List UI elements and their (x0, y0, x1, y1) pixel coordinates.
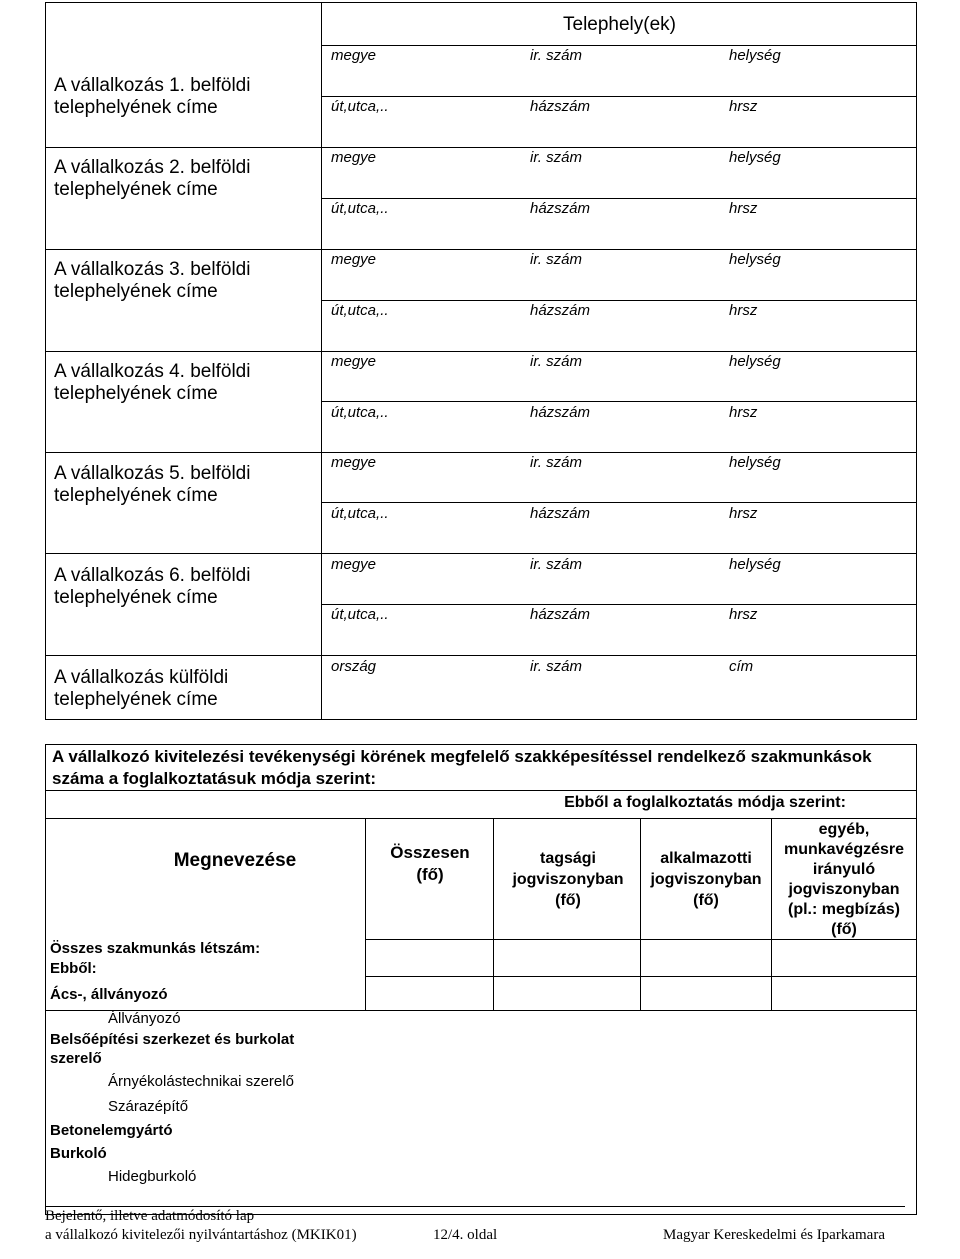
site-table-title: Telephely(ek) (563, 14, 676, 35)
site-row-label: A vállalkozás 4. belföldi telephelyének címe (54, 361, 251, 404)
row-label-acs: Ács-, állványozó (50, 986, 168, 1003)
city-field[interactable]: helység (729, 353, 781, 370)
city-field[interactable]: helység (729, 251, 781, 268)
divider (321, 45, 917, 46)
zip-field[interactable]: ir. szám (530, 658, 582, 675)
col-name-header: Megnevezése (173, 850, 297, 871)
street-field[interactable]: út,utca,.. (331, 505, 389, 522)
divider (321, 401, 917, 402)
parcel-number-field[interactable]: hrsz (729, 404, 758, 421)
row-label-allvanyozo: Állványozó (108, 1010, 181, 1027)
divider (45, 818, 917, 819)
site-row-label: A vállalkozás 1. belföldi telephelyének címe (54, 75, 251, 118)
row-label-belsoepitesi: Belsőépítési szerkezet és burkolat szerelő (50, 1031, 295, 1067)
column-divider (493, 818, 494, 1010)
house-number-field[interactable]: házszám (530, 606, 591, 623)
divider (46, 655, 917, 656)
parcel-number-field[interactable]: hrsz (729, 200, 758, 217)
divider (46, 249, 917, 250)
footer-organization: Magyar Kereskedelmi és Iparkamara (663, 1227, 885, 1243)
workers-section-heading: A vállalkozó kivitelezési tevékenységi körének megfelelő szakképesítéssel rendelkező szakmunkások száma a foglalkoztatásuk módja szerint: (45, 744, 917, 791)
country-field[interactable]: ország (331, 658, 377, 675)
site-table (45, 2, 917, 720)
col-member-header: tagsági jogviszonyban (fő) (512, 850, 624, 909)
site-row-label: A vállalkozás 6. belföldi telephelyének címe (54, 565, 251, 608)
parcel-number-field[interactable]: hrsz (729, 505, 758, 522)
street-field[interactable]: út,utca,.. (331, 606, 389, 623)
city-field[interactable]: helység (729, 454, 781, 471)
row-label-hidegburkolo: Hidegburkoló (108, 1168, 197, 1185)
divider (46, 147, 917, 148)
column-divider (321, 3, 322, 719)
site-row-label: A vállalkozás 5. belföldi telephelyének címe (54, 463, 251, 506)
row-label-arnyekolas: Árnyékolástechnikai szerelő (108, 1073, 294, 1090)
zip-field[interactable]: ir. szám (530, 556, 582, 573)
footer-form-subtitle: a vállalkozó kivitelezői nyilvántartáshoz (MKIK01) (45, 1227, 357, 1243)
row-label-szarazepito: Szárazépítő (108, 1098, 189, 1115)
column-divider (365, 818, 366, 1010)
house-number-field[interactable]: házszám (530, 404, 591, 421)
house-number-field[interactable]: házszám (530, 505, 591, 522)
house-number-field[interactable]: házszám (530, 200, 591, 217)
row-label-burkolo: Burkoló (50, 1145, 107, 1162)
city-field[interactable]: helység (729, 149, 781, 166)
city-field[interactable]: helység (729, 47, 781, 64)
divider (46, 452, 917, 453)
street-field[interactable]: út,utca,.. (331, 404, 389, 421)
col-total-header: Összesen (fő) (390, 843, 470, 884)
zip-field[interactable]: ir. szám (530, 149, 582, 166)
divider (321, 300, 917, 301)
county-field[interactable]: megye (331, 251, 377, 268)
county-field[interactable]: megye (331, 353, 377, 370)
divider (321, 198, 917, 199)
employment-type-group-header: Ebből a foglalkoztatás módja szerint: (564, 794, 846, 811)
divider (46, 553, 917, 554)
house-number-field[interactable]: házszám (530, 302, 591, 319)
parcel-number-field[interactable]: hrsz (729, 606, 758, 623)
county-field[interactable]: megye (331, 47, 377, 64)
site-row-label: A vállalkozás 3. belföldi telephelyének címe (54, 259, 251, 302)
divider (321, 604, 917, 605)
footer-form-title: Bejelentő, illetve adatmódosító lap (45, 1208, 255, 1224)
row-label-ebbol: Ebből: (50, 960, 97, 977)
parcel-number-field[interactable]: hrsz (729, 302, 758, 319)
column-divider (640, 818, 641, 1010)
street-field[interactable]: út,utca,.. (331, 98, 389, 115)
col-other-header: egyéb, munkavégzésre irányuló jogviszonyban (pl.: megbízás) (fő) (783, 821, 905, 938)
address-field[interactable]: cím (729, 658, 754, 675)
column-divider (771, 818, 772, 1010)
zip-field[interactable]: ir. szám (530, 47, 582, 64)
row-label-betonelemgyarto: Betonelemgyártó (50, 1122, 173, 1139)
divider (321, 502, 917, 503)
county-field[interactable]: megye (331, 556, 377, 573)
divider (46, 351, 917, 352)
row-label-total: Összes szakmunkás létszám: (50, 940, 261, 957)
col-employee-header: alkalmazotti jogviszonyban (fő) (650, 850, 762, 909)
footer-rule (45, 1206, 905, 1207)
zip-field[interactable]: ir. szám (530, 251, 582, 268)
zip-field[interactable]: ir. szám (530, 353, 582, 370)
parcel-number-field[interactable]: hrsz (729, 98, 758, 115)
foreign-site-label: A vállalkozás külföldi telephelyének címe (54, 667, 229, 710)
city-field[interactable]: helység (729, 556, 781, 573)
county-field[interactable]: megye (331, 149, 377, 166)
site-row-label: A vállalkozás 2. belföldi telephelyének címe (54, 157, 251, 200)
divider (365, 976, 917, 977)
street-field[interactable]: út,utca,.. (331, 200, 389, 217)
house-number-field[interactable]: házszám (530, 98, 591, 115)
divider (321, 96, 917, 97)
county-field[interactable]: megye (331, 454, 377, 471)
footer-page-number: 12/4. oldal (433, 1227, 498, 1243)
street-field[interactable]: út,utca,.. (331, 302, 389, 319)
zip-field[interactable]: ir. szám (530, 454, 582, 471)
